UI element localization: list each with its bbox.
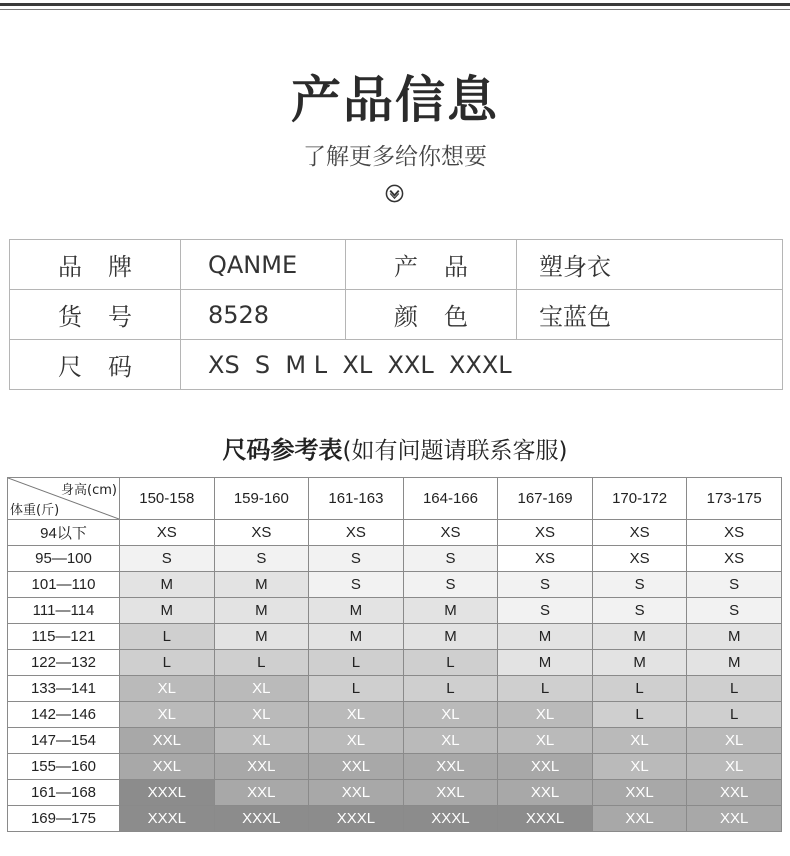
size-label: 尺码 <box>10 340 181 390</box>
top-divider-thin <box>0 9 790 10</box>
size-cell: M <box>120 598 215 624</box>
size-cell: XXL <box>687 806 782 832</box>
size-cell: XS <box>120 520 215 546</box>
height-column-header: 173-175 <box>687 478 782 520</box>
size-cell: XL <box>309 728 404 754</box>
size-cell: L <box>592 702 687 728</box>
size-cell: XL <box>592 728 687 754</box>
color-value: 宝蓝色 <box>517 290 783 340</box>
size-cell: XS <box>403 520 498 546</box>
weight-axis-label: 体重(斤) <box>10 503 60 518</box>
chevron-down-circle-icon <box>385 184 404 203</box>
size-cell: L <box>687 676 782 702</box>
table-row <box>8 676 782 702</box>
size-cell: L <box>120 650 215 676</box>
size-chart-header-row <box>8 478 782 520</box>
size-cell: XL <box>498 728 593 754</box>
size-cell: XL <box>687 754 782 780</box>
product-info-row <box>10 340 783 390</box>
brand-value: QANME <box>181 240 346 290</box>
weight-range-label: 115—121 <box>8 624 120 650</box>
size-cell: XS <box>309 520 404 546</box>
size-cell: XXXL <box>120 806 215 832</box>
size-cell: XXL <box>498 780 593 806</box>
weight-range-label: 133—141 <box>8 676 120 702</box>
size-cell: XL <box>403 728 498 754</box>
size-cell: M <box>309 598 404 624</box>
item-no-label: 货号 <box>10 290 181 340</box>
size-cell: M <box>687 650 782 676</box>
size-cell: M <box>498 624 593 650</box>
size-cell: XXL <box>592 806 687 832</box>
size-cell: XL <box>214 676 309 702</box>
top-divider <box>0 3 790 6</box>
height-column-header: 159-160 <box>214 478 309 520</box>
size-cell: M <box>214 624 309 650</box>
size-cell: XS <box>592 546 687 572</box>
size-cell: XXL <box>309 754 404 780</box>
size-cell: S <box>309 546 404 572</box>
size-cell: S <box>687 572 782 598</box>
size-cell: S <box>120 546 215 572</box>
size-cell: L <box>498 676 593 702</box>
weight-range-label: 161—168 <box>8 780 120 806</box>
size-chart-table <box>7 477 782 832</box>
size-cell: XS <box>687 520 782 546</box>
size-cell: XXXL <box>498 806 593 832</box>
size-cell: XS <box>592 520 687 546</box>
table-row <box>8 702 782 728</box>
table-row <box>8 754 782 780</box>
table-row <box>8 728 782 754</box>
size-cell: M <box>592 650 687 676</box>
size-cell: S <box>498 572 593 598</box>
brand-label: 品牌 <box>10 240 181 290</box>
table-row <box>8 546 782 572</box>
height-column-header: 161-163 <box>309 478 404 520</box>
size-cell: XL <box>120 676 215 702</box>
size-cell: L <box>214 650 309 676</box>
size-cell: XXL <box>592 780 687 806</box>
size-cell: M <box>403 598 498 624</box>
size-cell: XXL <box>120 728 215 754</box>
size-chart-note: (如有问题请联系客服) <box>342 438 568 464</box>
weight-range-label: 169—175 <box>8 806 120 832</box>
size-cell: XXXL <box>403 806 498 832</box>
size-cell: XL <box>309 702 404 728</box>
size-cell: M <box>687 624 782 650</box>
size-cell: L <box>403 676 498 702</box>
size-chart-heading <box>0 430 790 465</box>
size-cell: S <box>687 598 782 624</box>
height-column-header: 170-172 <box>592 478 687 520</box>
weight-range-label: 142—146 <box>8 702 120 728</box>
size-cell: XL <box>498 702 593 728</box>
table-row <box>8 598 782 624</box>
size-cell: S <box>403 572 498 598</box>
color-label: 颜色 <box>346 290 517 340</box>
page-title: 产品信息 <box>291 71 499 129</box>
weight-range-label: 155—160 <box>8 754 120 780</box>
weight-range-label: 147—154 <box>8 728 120 754</box>
product-value: 塑身衣 <box>517 240 783 290</box>
size-cell: XXXL <box>309 806 404 832</box>
table-row <box>8 650 782 676</box>
size-cell: XXL <box>214 780 309 806</box>
product-info-row <box>10 240 783 290</box>
size-cell: M <box>214 598 309 624</box>
size-cell: XXXL <box>120 780 215 806</box>
weight-range-label: 122—132 <box>8 650 120 676</box>
size-cell: XS <box>214 520 309 546</box>
weight-range-label: 94以下 <box>8 520 120 546</box>
size-cell: L <box>309 676 404 702</box>
table-row <box>8 520 782 546</box>
size-cell: XXL <box>309 780 404 806</box>
size-cell: M <box>498 650 593 676</box>
weight-range-label: 101—110 <box>8 572 120 598</box>
weight-range-label: 95—100 <box>8 546 120 572</box>
weight-range-label: 111—114 <box>8 598 120 624</box>
height-axis-label: 身高(cm) <box>61 483 117 498</box>
size-cell: XL <box>214 702 309 728</box>
size-cell: M <box>403 624 498 650</box>
size-cell: M <box>309 624 404 650</box>
size-cell: XL <box>120 702 215 728</box>
size-cell: M <box>120 572 215 598</box>
size-cell: XL <box>214 728 309 754</box>
size-cell: L <box>687 702 782 728</box>
item-no-value: 8528 <box>181 290 346 340</box>
size-cell: XXL <box>120 754 215 780</box>
height-column-header: 167-169 <box>498 478 593 520</box>
size-cell: XS <box>498 520 593 546</box>
size-cell: XXL <box>687 780 782 806</box>
table-row <box>8 780 782 806</box>
size-value: XS S M L XL XXL XXXL <box>181 340 783 390</box>
height-column-header: 164-166 <box>403 478 498 520</box>
size-cell: L <box>309 650 404 676</box>
size-cell: S <box>403 546 498 572</box>
product-info-table <box>9 239 783 390</box>
size-cell: XS <box>498 546 593 572</box>
size-cell: XXL <box>403 754 498 780</box>
size-chart-corner <box>8 478 120 520</box>
product-info-row <box>10 290 783 340</box>
size-cell: XXXL <box>214 806 309 832</box>
size-cell: XXL <box>498 754 593 780</box>
size-cell: L <box>120 624 215 650</box>
size-cell: S <box>592 572 687 598</box>
size-cell: L <box>592 676 687 702</box>
product-label: 产品 <box>346 240 517 290</box>
page-subtitle: 了解更多给你想要 <box>303 144 487 170</box>
size-cell: XL <box>403 702 498 728</box>
table-row <box>8 624 782 650</box>
size-cell: L <box>403 650 498 676</box>
size-cell: S <box>592 598 687 624</box>
size-cell: M <box>214 572 309 598</box>
size-cell: XL <box>687 728 782 754</box>
size-cell: S <box>498 598 593 624</box>
size-cell: S <box>214 546 309 572</box>
size-cell: XS <box>687 546 782 572</box>
size-cell: XXL <box>403 780 498 806</box>
size-chart-title: 尺码参考表 <box>222 436 343 464</box>
table-row <box>8 572 782 598</box>
height-column-header: 150-158 <box>120 478 215 520</box>
size-cell: XXL <box>214 754 309 780</box>
size-cell: S <box>309 572 404 598</box>
size-cell: M <box>592 624 687 650</box>
table-row <box>8 806 782 832</box>
size-cell: XL <box>592 754 687 780</box>
